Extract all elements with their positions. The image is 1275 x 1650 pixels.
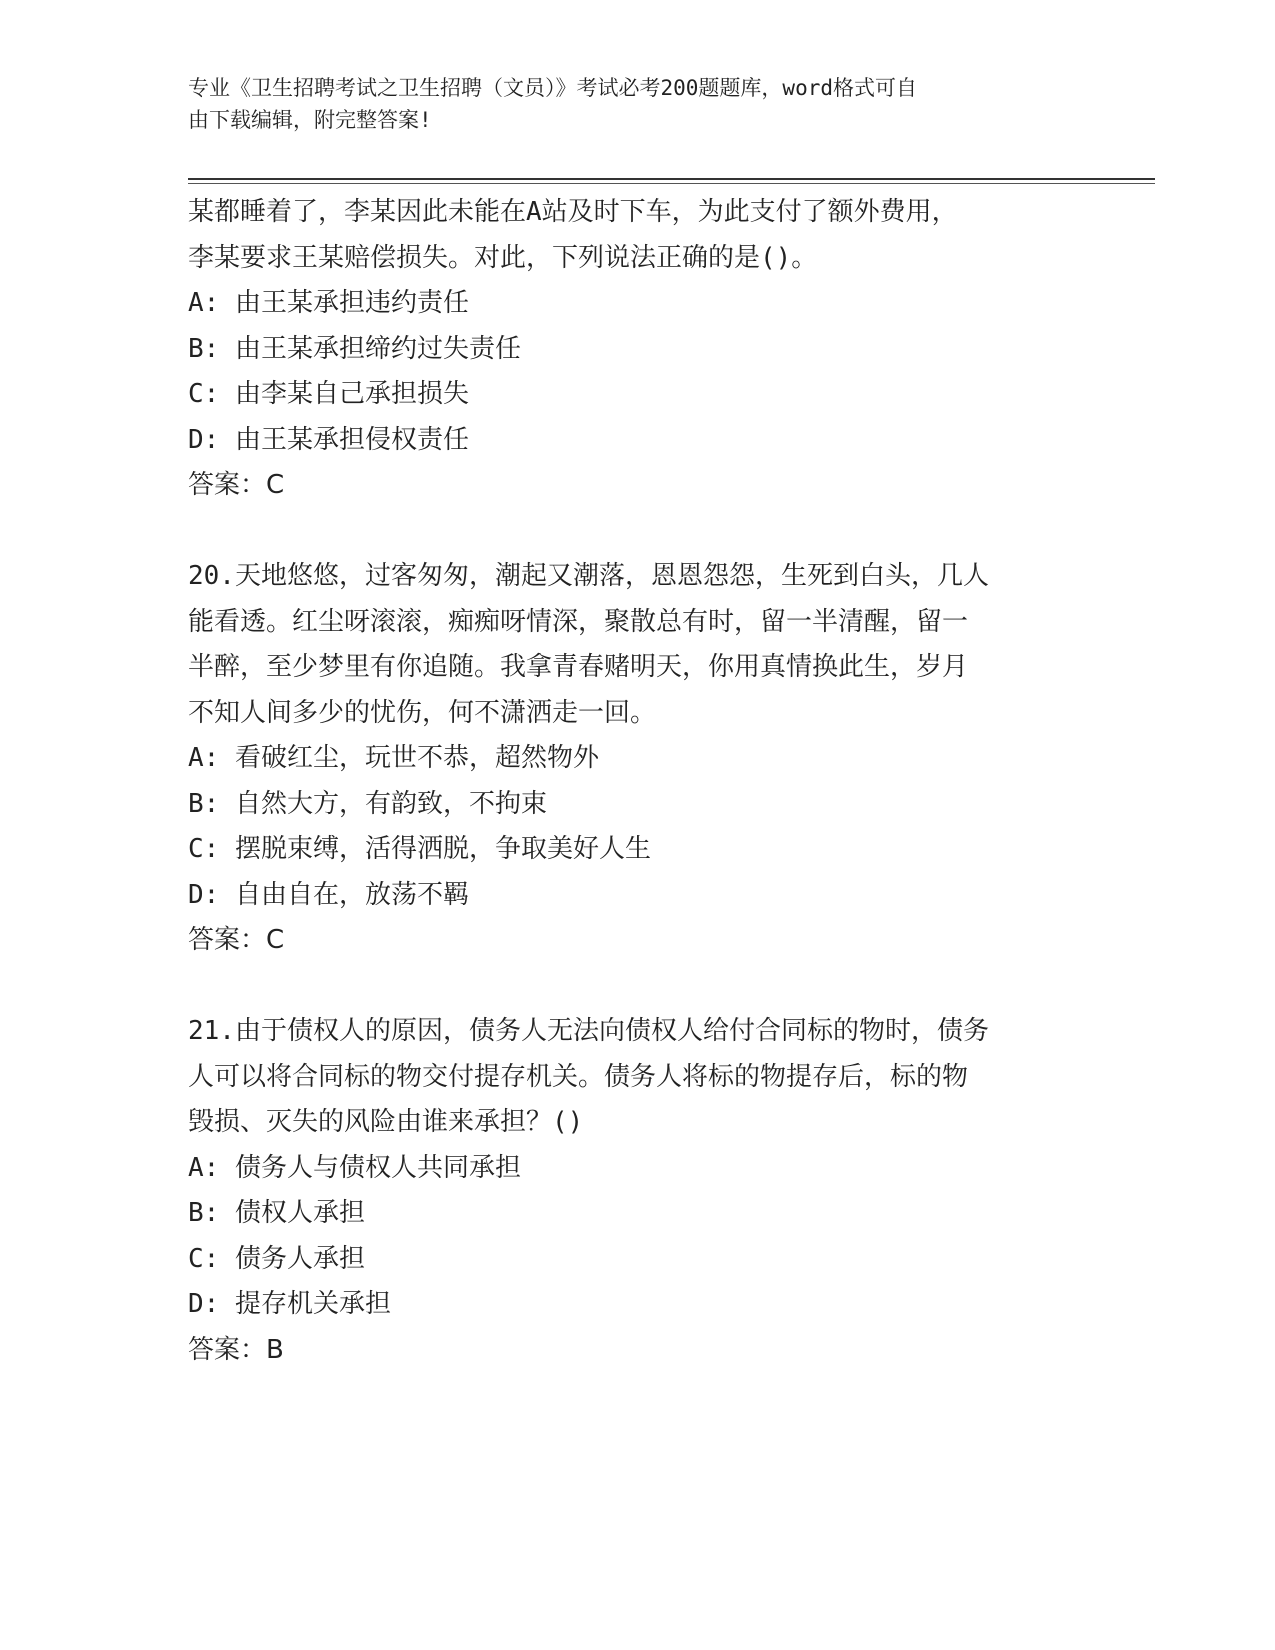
option-b: B: 自然大方，有韵致，不拘束	[188, 788, 547, 819]
question-text-line: 某都睡着了，李某因此未能在A站及时下车，为此支付了额外费用，	[188, 197, 958, 227]
header-divider-thin	[188, 183, 1155, 184]
option-d: D: 由王某承担侵权责任	[188, 424, 469, 455]
question-21	[188, 1009, 1088, 1373]
option-a: A: 看破红尘，玩世不恭，超然物外	[188, 743, 599, 773]
option-a: A: 由王某承担违约责任	[188, 288, 469, 318]
header-line-2: 由下载编辑，附完整答案!	[188, 108, 432, 132]
question-20	[188, 554, 1088, 964]
option-c: C: 摆脱束缚，活得洒脱，争取美好人生	[188, 834, 651, 864]
answer-line: 答案：C	[188, 925, 285, 955]
option-c: C: 由李某自己承担损失	[188, 379, 469, 409]
option-d: D: 自由自在，放荡不羁	[188, 879, 469, 910]
option-a: A: 债务人与债权人共同承担	[188, 1152, 521, 1183]
document-body	[188, 190, 1088, 1373]
spacer	[188, 964, 1088, 1010]
header-line-1: 专业《卫生招聘考试之卫生招聘（文员）》考试必考200题题库，word格式可自	[188, 76, 917, 100]
option-c: C: 债务人承担	[188, 1243, 365, 1274]
question-text-line: 20.天地悠悠，过客匆匆，潮起又潮落，恩恩怨怨，生死到白头，几人	[188, 561, 989, 591]
option-b: B: 债权人承担	[188, 1198, 365, 1228]
question-text-line: 李某要求王某赔偿损失。对此，下列说法正确的是()。	[188, 242, 818, 273]
document-header	[188, 72, 1068, 136]
question-text-line: 不知人间多少的忧伤，何不潇洒走一回。	[188, 697, 657, 728]
spacer	[188, 509, 1088, 555]
answer-line: 答案：B	[188, 1334, 284, 1365]
option-d: D: 提存机关承担	[188, 1289, 391, 1319]
answer-line: 答案：C	[188, 470, 285, 500]
question-text-line: 毁损、灭失的风险由谁来承担？()	[188, 1107, 584, 1137]
question-19-continuation	[188, 190, 1088, 509]
header-divider-thick	[188, 178, 1155, 180]
question-text-line: 21.由于债权人的原因，债务人无法向债权人给付合同标的物时，债务	[188, 1016, 989, 1046]
option-b: B: 由王某承担缔约过失责任	[188, 333, 521, 364]
question-text-line: 半醉，至少梦里有你追随。我拿青春赌明天，你用真情换此生，岁月	[188, 652, 969, 682]
question-text-line: 能看透。红尘呀滚滚，痴痴呀情深，聚散总有时，留一半清醒，留一	[188, 606, 969, 637]
question-text-line: 人可以将合同标的物交付提存机关。债务人将标的物提存后，标的物	[188, 1061, 969, 1092]
